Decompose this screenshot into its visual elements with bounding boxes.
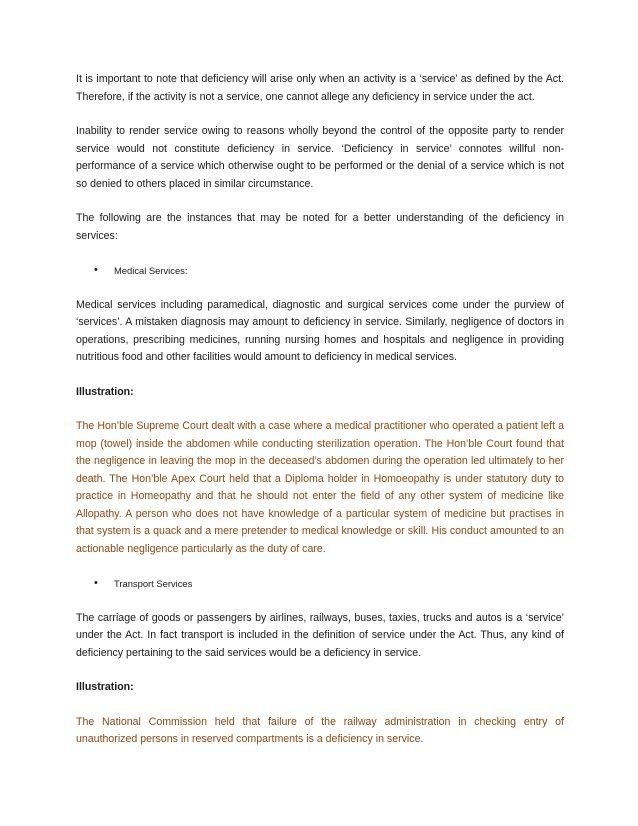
illustration-text-transport: The National Commission held that failure of the railway administration in checking entry of unauthorized persons in reserved compartments is a deficiency in service.	[76, 715, 564, 745]
bullet-label: Medical Services:	[114, 265, 188, 276]
illustration-text-medical: The Hon’ble Supreme Court dealt with a case where a medical practitioner who operated a patient left a mop (towel) inside the abdomen while conducting sterilization operation. The Hon’ble Court found that the negligence in leaving the mop in the deceased’s abdomen during the operation led ultimately to her death. The Hon’ble Apex Court held that a Diploma holder in Homoeopathy is under statutory duty to practice in Homeopathy and that he should not enter the field of any other system of medicine like Allopathy. A person who does not have knowledge of a particular system of medicine but practises in that system is a quack and a mere pretender to medical knowledge or skill. His conduct amounted to an actionable negligence particularly as the duty of care.	[76, 420, 564, 555]
paragraph-instances-intro: The following are the instances that may be noted for a better understanding of the deficiency in services:	[76, 212, 564, 242]
bullet-icon: •	[94, 264, 98, 276]
illustration-heading-medical: Illustration:	[76, 385, 134, 398]
bullet-transport-services	[76, 575, 564, 593]
paragraph-service-definition: It is important to note that deficiency will arise only when an activity is a ‘service’ as defined by the Act. Therefore, if the activity is not a service, one cannot allege any deficiency in service under the act.	[76, 73, 564, 103]
paragraph-deficiency-meaning: Inability to render service owing to reasons wholly beyond the control of the opposite party to render service would not constitute deficiency in service. ‘Deficiency in service’ connotes willful non-performance of a service which otherwise ought to be performed or the denial of a service which is not so denied to others placed in similar circumstance.	[76, 125, 564, 190]
paragraph-medical-services: Medical services including paramedical, diagnostic and surgical services come under the purview of ‘services’. A mistaken diagnosis may amount to deficiency in service. Similarly, negligence of doctors in operations, prescribing medicines, running nursing homes and hospitals and negligence in providing nutritious food and other facilities would amount to deficiency in medical services.	[76, 298, 564, 363]
bullet-label: Transport Services	[114, 578, 193, 589]
document-page	[76, 71, 564, 766]
bullet-medical-services	[76, 262, 564, 280]
paragraph-transport-services: The carriage of goods or passengers by airlines, railways, buses, taxies, trucks and autos is a ‘service’ under the Act. In fact transport is included in the definition of service under the Act. Thus, any kind of deficiency pertaining to the said services would be a deficiency in service.	[76, 611, 564, 659]
bullet-icon: •	[94, 577, 98, 589]
illustration-heading-transport: Illustration:	[76, 681, 134, 693]
